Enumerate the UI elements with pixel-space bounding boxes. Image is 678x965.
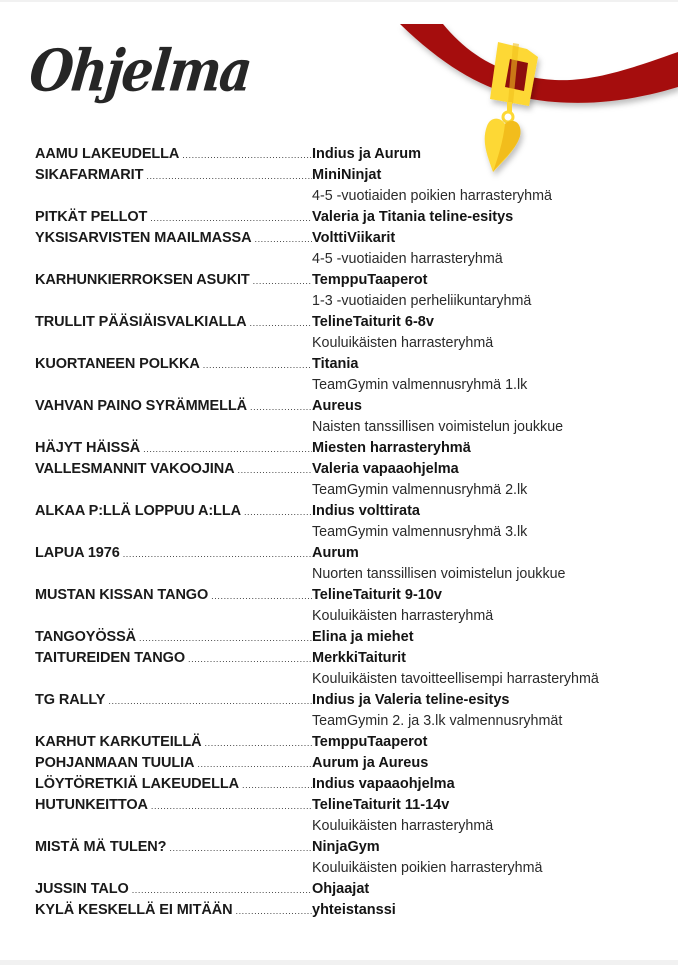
performer-name: Valeria vapaaohjelma [312, 461, 459, 477]
program-entry [35, 438, 665, 459]
performer-name: yhteistanssi [312, 902, 396, 918]
program-page [0, 2, 678, 960]
performer-description: Kouluikäisten tavoitteellisempi harrasteryhmä [312, 671, 599, 687]
performer-name: Indius volttirata [312, 503, 420, 519]
act-name: YKSISARVISTEN MAAILMASSA [35, 230, 252, 246]
program-entry [35, 585, 665, 627]
program-entry [35, 459, 665, 501]
act-name: JUSSIN TALO [35, 881, 129, 897]
program-entry [35, 543, 665, 585]
leader-dots [203, 355, 312, 376]
performer-name: TemppuTaaperot [312, 272, 428, 288]
act-name: SIKAFARMARIT [35, 167, 144, 183]
leader-dots [146, 166, 312, 187]
performer-name: Indius ja Valeria teline-esitys [312, 692, 510, 708]
program-entry [35, 690, 665, 732]
act-name: PITKÄT PELLOT [35, 209, 148, 225]
leader-dots [123, 544, 312, 565]
performer-description: Kouluikäisten harrasteryhmä [312, 335, 494, 351]
performer-name: TelineTaiturit 6-8v [312, 314, 434, 330]
program-entry [35, 753, 665, 774]
program-entry [35, 648, 665, 690]
performer-description: Kouluikäisten harrasteryhmä [312, 608, 494, 624]
leader-dots [250, 313, 313, 334]
performer-description: Kouluikäisten poikien harrasteryhmä [312, 860, 543, 876]
program-entry [35, 732, 665, 753]
leader-dots [205, 733, 312, 754]
act-name: MISTÄ MÄ TULEN? [35, 839, 167, 855]
performer-name: Indius vapaaohjelma [312, 776, 455, 792]
program-list [35, 144, 665, 921]
performer-description: Nuorten tanssillisen voimistelun joukkue [312, 566, 566, 582]
program-entry [35, 270, 665, 312]
act-name: LAPUA 1976 [35, 545, 120, 561]
act-name: KARHUNKIERROKSEN ASUKIT [35, 272, 250, 288]
program-entry [35, 774, 665, 795]
performer-description: 4-5 -vuotiaiden poikien harrasteryhmä [312, 188, 552, 204]
leader-dots [250, 397, 312, 418]
act-name: HÄJYT HÄISSÄ [35, 440, 141, 456]
performer-name: TemppuTaaperot [312, 734, 428, 750]
program-entry [35, 354, 665, 396]
program-entry [35, 165, 665, 207]
leader-dots [235, 901, 312, 922]
act-name: HUTUNKEITTOA [35, 797, 148, 813]
performer-description: 4-5 -vuotiaiden harrasteryhmä [312, 251, 503, 267]
performer-description: TeamGymin valmennusryhmä 2.lk [312, 482, 528, 498]
act-name: LÖYTÖRETKIÄ LAKEUDELLA [35, 776, 240, 792]
leader-dots [242, 775, 312, 796]
leader-dots [143, 439, 312, 460]
leader-dots [188, 649, 312, 670]
performer-name: Aureus [312, 398, 362, 414]
program-entry [35, 501, 665, 543]
act-name: TRULLIT PÄÄSIÄISVALKIALLA [35, 314, 247, 330]
leader-dots [139, 628, 312, 649]
act-name: TAITUREIDEN TANGO [35, 650, 186, 666]
page-title: Ohjelma [26, 36, 254, 105]
program-entry [35, 144, 665, 165]
leader-dots [211, 586, 312, 607]
leader-dots [169, 838, 312, 859]
leader-dots [182, 145, 312, 166]
program-entry [35, 627, 665, 648]
act-name: KYLÄ KESKELLÄ EI MITÄÄN [35, 902, 233, 918]
act-name: TG RALLY [35, 692, 106, 708]
performer-name: Valeria ja Titania teline-esitys [312, 209, 514, 225]
performer-description: TeamGymin valmennusryhmä 1.lk [312, 377, 528, 393]
act-name: TANGOYÖSSÄ [35, 629, 137, 645]
performer-name: VolttiViikarit [312, 230, 396, 246]
program-entry [35, 312, 665, 354]
program-entry [35, 396, 665, 438]
act-name: VAHVAN PAINO SYRÄMMELLÄ [35, 398, 247, 414]
act-name: AAMU LAKEUDELLA [35, 146, 180, 162]
performer-name: TelineTaiturit 9-10v [312, 587, 442, 603]
program-entry [35, 228, 665, 270]
act-name: VALLESMANNIT VAKOOJINA [35, 461, 235, 477]
leader-dots [132, 880, 312, 901]
performer-name: MiniNinjat [312, 167, 382, 183]
performer-description: TeamGymin valmennusryhmä 3.lk [312, 524, 528, 540]
performer-description: Naisten tanssillisen voimistelun joukkue [312, 419, 564, 435]
leader-dots [150, 208, 312, 229]
leader-dots [244, 502, 312, 523]
act-name: ALKAA P:LLÄ LOPPUU A:LLA [35, 503, 241, 519]
program-entry [35, 879, 665, 900]
performer-name: Aurum ja Aureus [312, 755, 429, 771]
performer-name: TelineTaiturit 11-14v [312, 797, 450, 813]
leader-dots [254, 229, 312, 250]
performer-name: Aurum [312, 545, 359, 561]
performer-description: 1-3 -vuotiaiden perheliikuntaryhmä [312, 293, 532, 309]
performer-name: NinjaGym [312, 839, 380, 855]
program-entry [35, 837, 665, 879]
act-name: KARHUT KARKUTEILLÄ [35, 734, 202, 750]
performer-name: Elina ja miehet [312, 629, 414, 645]
performer-name: MerkkiTaiturit [312, 650, 407, 666]
performer-description: Kouluikäisten harrasteryhmä [312, 818, 494, 834]
performer-name: Ohjaajat [312, 881, 370, 897]
program-entry [35, 795, 665, 837]
act-name: KUORTANEEN POLKKA [35, 356, 200, 372]
leader-dots [108, 691, 312, 712]
performer-description: TeamGymin 2. ja 3.lk valmennusryhmät [312, 713, 563, 729]
act-name: MUSTAN KISSAN TANGO [35, 587, 209, 603]
program-entry [35, 900, 665, 921]
program-entry [35, 207, 665, 228]
leader-dots [253, 271, 312, 292]
leader-dots [197, 754, 312, 775]
performer-name: Miesten harrasteryhmä [312, 440, 471, 456]
performer-name: Indius ja Aurum [312, 146, 422, 162]
leader-dots [151, 796, 312, 817]
leader-dots [237, 460, 312, 481]
performer-name: Titania [312, 356, 359, 372]
act-name: POHJANMAAN TUULIA [35, 755, 195, 771]
